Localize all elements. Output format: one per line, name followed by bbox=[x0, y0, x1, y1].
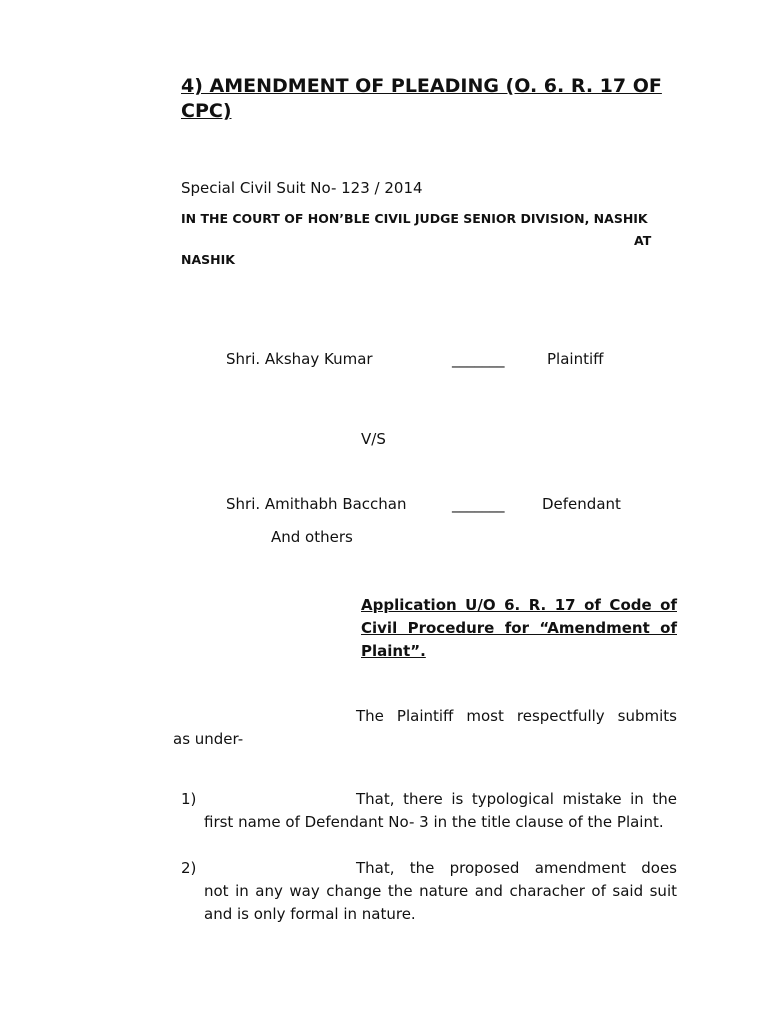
point-lead: That, the proposed amendment does bbox=[356, 859, 677, 877]
point-text: not in any way change the nature and characher of said suit and is only formal in nature. bbox=[204, 882, 677, 923]
intro-paragraph bbox=[173, 705, 677, 751]
defendant-blank: _______ bbox=[452, 495, 505, 513]
court-at: AT bbox=[634, 233, 652, 248]
plaintiff-blank: _______ bbox=[452, 350, 505, 368]
point-lead: That, there is typological mistake in the bbox=[356, 790, 677, 808]
intro-lead: The Plaintiff most respectfully submits bbox=[356, 707, 677, 725]
document-title: 4) AMENDMENT OF PLEADING (O. 6. R. 17 OF CPC) bbox=[181, 75, 662, 122]
defendant-role: Defendant bbox=[542, 495, 621, 513]
plaintiff-name: Shri. Akshay Kumar bbox=[226, 350, 373, 368]
application-title: Application U/O 6. R. 17 of Code of Civil Procedure for “Amendment of Plaint”. bbox=[361, 596, 677, 660]
point-text: first name of Defendant No- 3 in the title clause of the Plaint. bbox=[204, 813, 664, 831]
defendant-others: And others bbox=[271, 528, 353, 546]
point-number: 2) bbox=[181, 859, 197, 877]
plaintiff-role: Plaintiff bbox=[547, 350, 604, 368]
defendant-name: Shri. Amithabh Bacchan bbox=[226, 495, 407, 513]
suit-number: Special Civil Suit No- 123 / 2014 bbox=[181, 179, 423, 197]
court-name: IN THE COURT OF HON’BLE CIVIL JUDGE SENIOR DIVISION, NASHIK bbox=[181, 211, 648, 226]
versus-label: V/S bbox=[361, 430, 386, 448]
point-1 bbox=[181, 788, 677, 834]
court-city: NASHIK bbox=[181, 252, 235, 267]
intro-rest: as under- bbox=[173, 730, 244, 748]
point-2 bbox=[181, 857, 677, 926]
point-number: 1) bbox=[181, 790, 197, 808]
